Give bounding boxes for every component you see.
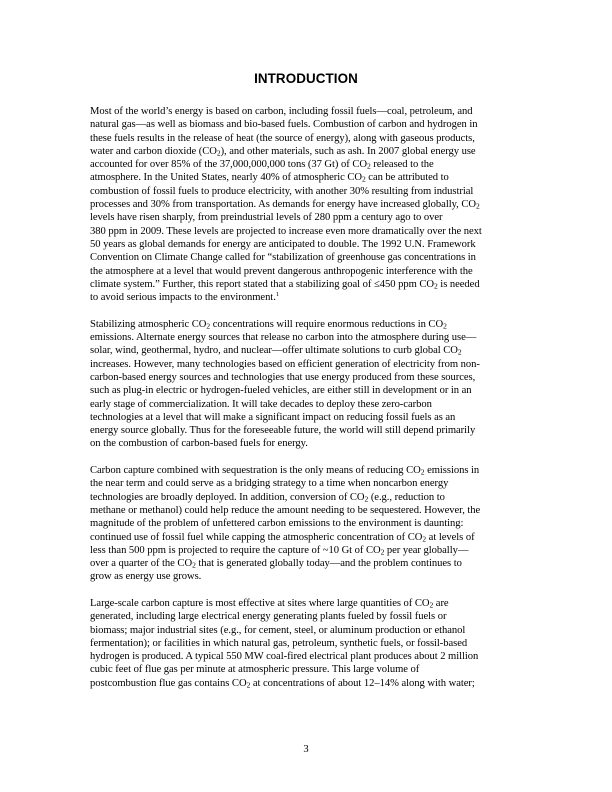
text-line: 380 ppm in 2009. These levels are projected to increase even more dramatically over the next: [90, 225, 482, 237]
text-line: the near term and could serve as a bridging strategy to a time when noncarbon energy: [90, 478, 449, 490]
text-line: processes and 30% from transportation. As demands for energy have increased globally, $CO_2$: [90, 199, 480, 211]
text-line: atmosphere. In the United States, nearly 40% of atmospheric $CO_2$ can be attributed to: [90, 172, 449, 184]
text-line: water and carbon dioxide $(CO_2)$, and other materials, such as ash. In 2007 global energy use: [90, 145, 476, 158]
text-line: increases. However, many technologies based on efficient generation of electricity from non-: [90, 358, 480, 370]
text-line: Carbon capture combined with sequestration is the only means of reducing $CO_2$ emissions in: [90, 465, 480, 477]
text-line: emissions. Alternate energy sources that release no carbon into the atmosphere during use—: [90, 332, 477, 344]
page-number: 3: [303, 744, 309, 755]
body-paragraph: [90, 597, 552, 690]
text-line: continued use of fossil fuel while capping the atmospheric concentration of $CO_2$ at levels of: [90, 531, 475, 543]
text-line: combustion of fossil fuels to produce electricity, with another 30% resulting from industrial: [90, 185, 474, 197]
text-line: energy source globally. Thus for the foreseeable future, the world will still depend primarily: [90, 425, 476, 437]
subscript: 2: [380, 547, 385, 557]
text-line: climate system.” Further, this report stated that a stabilizing goal of ≤450 ppm $CO_2$ is needed: [90, 278, 480, 291]
text-line: generated, including large electrical energy generating plants fueled by fossil fuels or: [90, 611, 447, 623]
text-line: the atmosphere at a level that would prevent dangerous anthropogenic interference with the: [90, 265, 473, 277]
subscript: 2: [420, 467, 425, 477]
subscript: 2: [246, 680, 251, 690]
text-line: to avoid serious impacts to the environment.$^1$: [90, 291, 280, 304]
text-line: methane or methanol) could help reduce the amount needing to be sequestered. However, the: [90, 504, 481, 516]
text-line: cubic feet of flue gas per minute at atmospheric pressure. This large volume of: [90, 664, 420, 676]
subscript: 2: [364, 494, 369, 504]
text-line: Most of the world’s energy is based on carbon, including fossil fuels—coal, petroleum, and: [90, 106, 473, 117]
text-line: on the combustion of carbon-based fuels for energy.: [90, 438, 308, 450]
text-line: natural gas—as well as biomass and bio-based fuels. Combustion of carbon and hydrogen in: [90, 119, 478, 131]
text-line: these fuels results in the release of heat (the source of energy), along with gaseous products,: [90, 132, 475, 144]
subscript: 2: [366, 161, 371, 171]
text-line: Convention on Climate Change called for “stabilization of greenhouse gas concentrations in: [90, 252, 476, 264]
text-line: levels have risen sharply, from preindustrial levels of 280 ppm a century ago to over: [90, 212, 443, 224]
subscript: 2: [206, 321, 211, 331]
text-line: less than 500 ppm is projected to require the capture of ~10 Gt of $CO_2$ per year globally—: [90, 544, 469, 557]
subscript: 2: [422, 534, 427, 543]
subscript: 2: [192, 560, 196, 570]
text-line: over a quarter of the $CO_2$ that is generated globally today—and the problem continues to: [90, 558, 462, 570]
text-line: 50 years as global demands for energy are anticipated to double. The 1992 U.N. Framework: [90, 238, 476, 250]
body-paragraph: [90, 105, 552, 304]
text-line: magnitude of the problem of unfettered carbon emissions to the environment is daunting:: [90, 518, 464, 530]
body-paragraph: [90, 318, 552, 451]
subscript: 2: [429, 600, 434, 610]
subscript: 2: [443, 321, 447, 331]
text-line: technologies are broadly deployed. In addition, conversion of $CO_2$ (e.g., reduction to: [90, 491, 445, 504]
text-line: technologies at a level that will make a significant impact on reducing fossil fuels as an: [90, 411, 456, 423]
body-text: [90, 105, 552, 703]
text-line: biomass; major industrial sites (e.g., for cement, steel, or aluminum production or ethanol: [90, 624, 466, 636]
subscript: 2: [434, 281, 438, 291]
subscript: 2: [361, 174, 366, 184]
text-line: postcombustion flue gas contains $CO_2$ at concentrations of about 12–14% along with water;: [90, 677, 475, 690]
body-paragraph: [90, 464, 552, 584]
text-line: fermentation); or facilities in which natural gas, petroleum, synthetic fuels, or fossil-based: [90, 637, 468, 649]
subscript: 2: [476, 201, 480, 211]
text-line: hydrogen is produced. A typical 550 MW coal-fired electrical plant produces about 2 million: [90, 651, 479, 663]
footnote-marker: 1: [275, 291, 280, 299]
text-line: solar, wind, geothermal, hydro, and nuclear—offer ultimate solutions to curb global $CO_2$: [90, 345, 462, 357]
text-line: Stabilizing atmospheric $CO_2$ concentrations will require enormous reductions in $CO_2$: [90, 318, 447, 331]
section-heading: INTRODUCTION: [254, 71, 358, 86]
subscript: 2: [457, 347, 462, 357]
text-line: accounted for over 85% of the 37,000,000,000 tons (37 Gt) of $CO_2$ released to the: [90, 159, 434, 171]
text-line: grow as energy use grows.: [90, 571, 202, 583]
text-line: early stage of commercialization. It will take decades to deploy these zero-carbon: [90, 398, 432, 410]
text-line: Large-scale carbon capture is most effective at sites where large quantities of $CO_2$ are: [90, 597, 449, 610]
subscript: 2: [216, 148, 221, 158]
text-line: carbon-based energy sources and technologies that use energy produced from these sources,: [90, 371, 476, 383]
text-line: such as plug-in electric or hydrogen-fueled vehicles, are either still in development or in an: [90, 385, 472, 397]
